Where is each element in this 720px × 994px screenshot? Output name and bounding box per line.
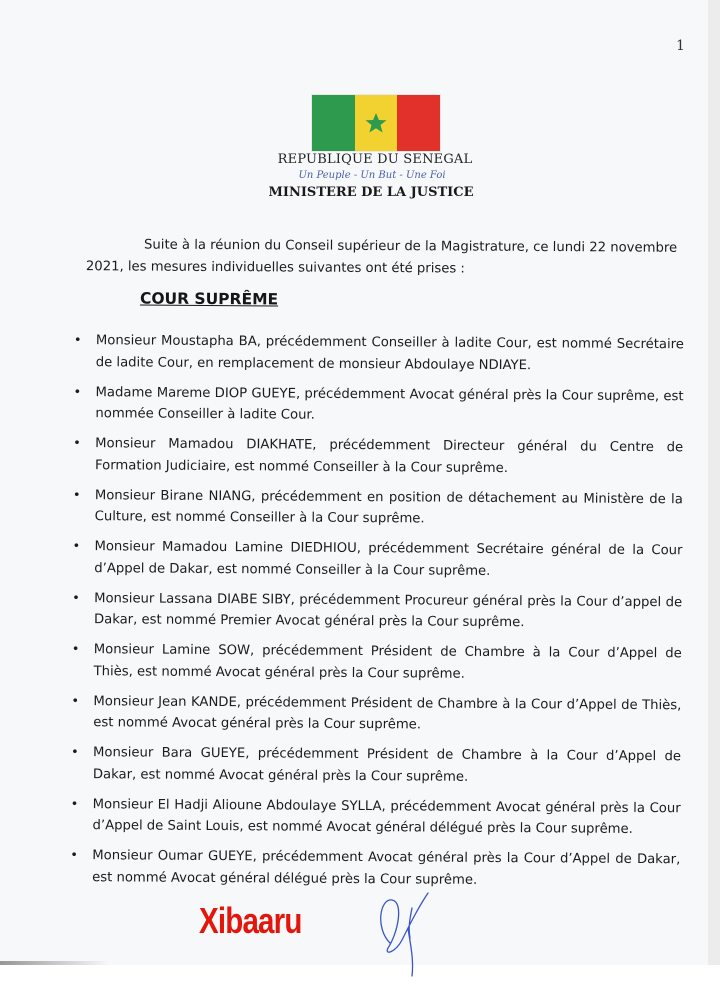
list-item (69, 690, 681, 737)
page-edge (708, 0, 720, 994)
list-item (70, 536, 682, 583)
signature-icon (370, 888, 450, 978)
page-number: 1 (676, 38, 685, 54)
list-item-text: Monsieur Moustapha BA, précédemment Conseiller à ladite Cour, est nommé Secrétaire de ladite Cour, en remplacement de monsieur Abdoulaye NDIAYE. (95, 333, 684, 373)
intro-paragraph (86, 234, 682, 282)
national-motto: Un Peuple - Un But - Une Foi (298, 170, 446, 181)
bullet-icon: • (70, 796, 79, 812)
flag-yellow-band (355, 95, 398, 151)
bullet-icon: • (71, 642, 80, 658)
list-item-text: Monsieur Mamadou Lamine DIEDHIOU, précédemment Secrétaire général de la Cour d’Appel de Dakar, est nommé Conseiller à la Cour suprême. (94, 539, 683, 579)
list-item (70, 639, 682, 686)
senegal-flag (311, 94, 441, 152)
list-item-text: Monsieur Jean KANDE, précédemment Président de Chambre à la Cour d’Appel de Thiès, est nommé Avocat général près la Cour suprême. (93, 693, 682, 733)
appointments-list (68, 330, 684, 901)
list-item (70, 587, 682, 634)
list-item (69, 742, 681, 789)
intro-text: Suite à la réunion du Conseil supérieur de la Magistrature, ce lundi 22 novembre 2021, les mesures individuelles suivantes ont été prises : (85, 237, 678, 277)
list-item-text: Monsieur Lassana DIABE SIBY, précédemment Procureur général près la Cour d’appel de Dakar, est nommé Premier Avocat général près la Cour suprême. (93, 590, 683, 631)
bullet-icon: • (72, 590, 80, 606)
list-item (71, 484, 683, 531)
list-item-text: Monsieur Oumar GUEYE, précédemment Avocat général près la Cour d’Appel de Dakar, est nommé Avocat général délégué près la Cour suprême. (92, 848, 681, 888)
bullet-icon: • (72, 487, 81, 503)
page-bottom-margin (0, 965, 720, 994)
page-shadow (0, 961, 110, 965)
list-item-text: Madame Mareme DIOP GUEYE, précédemment Avocat général près la Cour suprême, est nommée Conseiller à ladite Cour. (95, 384, 684, 423)
bullet-icon: • (72, 539, 81, 555)
ministry-title: MINISTERE DE LA JUSTICE (268, 185, 474, 200)
list-item (72, 330, 684, 377)
bullet-icon: • (73, 436, 81, 452)
list-item (68, 845, 680, 892)
list-item (71, 433, 683, 480)
list-item-text: Monsieur Birane NIANG, précédemment en position de détachement au Ministère de la Culture, est nommé Conseiller à la Cour suprême. (94, 487, 683, 527)
flag-red-band (397, 95, 440, 151)
bullet-icon: • (73, 333, 82, 349)
list-item (71, 381, 683, 428)
republic-title: REPUBLIQUE DU SENEGAL (277, 152, 473, 167)
bullet-icon: • (73, 384, 82, 400)
star-icon (364, 111, 388, 135)
list-item-text: Monsieur El Hadji Alioune Abdoulaye SYLLA, précédemment Avocat général près la Cour d’Appel de Saint Louis, est nommé Avocat général délégué près la Cour suprême. (92, 796, 681, 837)
bullet-icon: • (70, 848, 79, 864)
watermark-logo: Xibaaru (199, 900, 302, 941)
list-item-text: Monsieur Mamadou DIAKHATE, précédemment Directeur général du Centre de Formation Judiciaire, est nommé Conseiller à la Cour suprême. (95, 436, 684, 476)
list-item (68, 793, 680, 840)
section-heading: COUR SUPRÊME (139, 289, 279, 309)
list-item-text: Monsieur Lamine SOW, précédemment Président de Chambre à la Cour d’Appel de Thiès, est nommé Avocat général près la Cour suprême. (93, 642, 682, 682)
list-item-text: Monsieur Bara GUEYE, précédemment Président de Chambre à la Cour d’Appel de Dakar, est nommé Avocat général près la Cour suprême. (92, 745, 682, 785)
flag-green-band (312, 95, 355, 151)
bullet-icon: • (71, 693, 80, 709)
bullet-icon: • (70, 745, 79, 761)
